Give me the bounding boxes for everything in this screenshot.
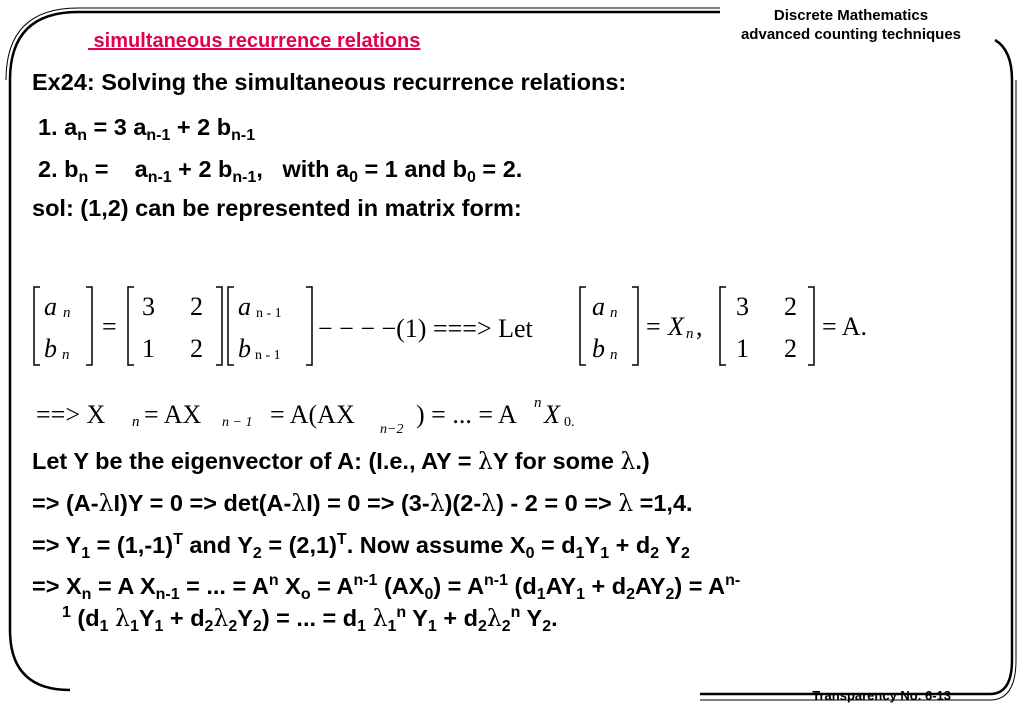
matrix-cell: 2: [190, 334, 203, 363]
svg-text:X: X: [544, 400, 560, 429]
solution-intro: sol: (1,2) can be represented in matrix form:: [32, 195, 522, 221]
chapter-name: advanced counting techniques: [740, 26, 962, 43]
svg-text:=: =: [646, 312, 661, 341]
svg-text:,: ,: [696, 312, 703, 341]
matrix-cell: 3: [142, 292, 155, 321]
svg-text:n: n: [610, 347, 618, 363]
svg-text:2: 2: [784, 292, 797, 321]
example-title: Ex24: Solving the simultaneous recurrence relations:: [32, 69, 627, 95]
determinant-line: => (A-λI)Y = 0 => det(A-λI) = 0 => (3-λ)(2-λ) - 2 = 0 => λ =1,4.: [32, 489, 693, 517]
svg-text:n: n: [610, 305, 618, 321]
svg-text:n−2: n−2: [380, 422, 404, 437]
matrix-b-n: b: [44, 334, 57, 363]
svg-text:= A.: = A.: [822, 312, 868, 341]
svg-text:b: b: [238, 334, 251, 363]
svg-text:a: a: [592, 292, 605, 321]
matrix-a-n: a: [44, 292, 57, 321]
svg-text:2: 2: [784, 334, 797, 363]
svg-text:0.: 0.: [564, 415, 575, 430]
matrix-cell: 2: [190, 292, 203, 321]
eigenvectors-line: => $Y_1 = (1,-1)^T$ and $Y_2 = (2,1)^T$. Now assume $X_0 = d_1Y_1 + d_2$ $Y_2$: [32, 531, 690, 562]
equation-arrow: − − − −(1) ===> Let: [318, 314, 533, 343]
course-name: Discrete Mathematics: [773, 7, 929, 24]
slide-title: simultaneous recurrence relations: [88, 30, 421, 52]
svg-text:n - 1: n - 1: [255, 348, 281, 363]
matrix-equation: [30, 275, 990, 450]
svg-text:n − 1: n − 1: [222, 415, 253, 430]
svg-text:n: n: [63, 305, 71, 321]
equation-1: 1. $a_n = 3$ $a_{n-1} + 2$ $b_{n-1}$: [38, 114, 256, 144]
svg-text:n: n: [686, 326, 694, 342]
solution-line-2: $^1$ ($d_1$ $\lambda_1Y_1 + d_2\lambda_2Y_2$) = ... = $d_1$ $\lambda_1^n$ $Y_1 + d_2\lambda_2^n$ $Y_2$.: [62, 604, 558, 635]
solution-line-1: => $X_n = A$ $X_{n-1}$ = ... = $A^n$ $X_o = A^{n-1}$ $(AX_0) = A^{n-1}$ $(d_1AY_1 + d_2AY_2) = A^{n-}$: [32, 572, 741, 603]
svg-text:X: X: [668, 312, 684, 341]
svg-text:= A(AX: = A(AX: [270, 400, 355, 429]
svg-text:1: 1: [736, 334, 749, 363]
matrix-cell: 1: [142, 334, 155, 363]
svg-text:a: a: [238, 292, 251, 321]
svg-text:3: 3: [736, 292, 749, 321]
svg-text:b: b: [592, 334, 605, 363]
eigenvector-line: Let Y be the eigenvector of A: (I.e., AY = λY for some λ.): [32, 447, 650, 475]
svg-text:n: n: [132, 414, 140, 430]
svg-text:n: n: [534, 395, 542, 411]
svg-text:n: n: [62, 347, 70, 363]
slide-header: [701, 6, 1001, 44]
equation-2: 2. $b_n$ = $a_{n-1} + 2$ $b_{n-1}$, with $a_0 = 1$ and $b_0 = 2$.: [38, 156, 523, 186]
svg-text:=: =: [102, 312, 117, 341]
svg-text:n - 1: n - 1: [256, 306, 282, 321]
transparency-number: Transparency No. 6-13: [812, 688, 951, 703]
svg-text:) = ... = A: ) = ... = A: [416, 400, 517, 429]
svg-text:= AX: = AX: [144, 400, 202, 429]
recurrence-derivation: ==> X: [36, 400, 106, 429]
